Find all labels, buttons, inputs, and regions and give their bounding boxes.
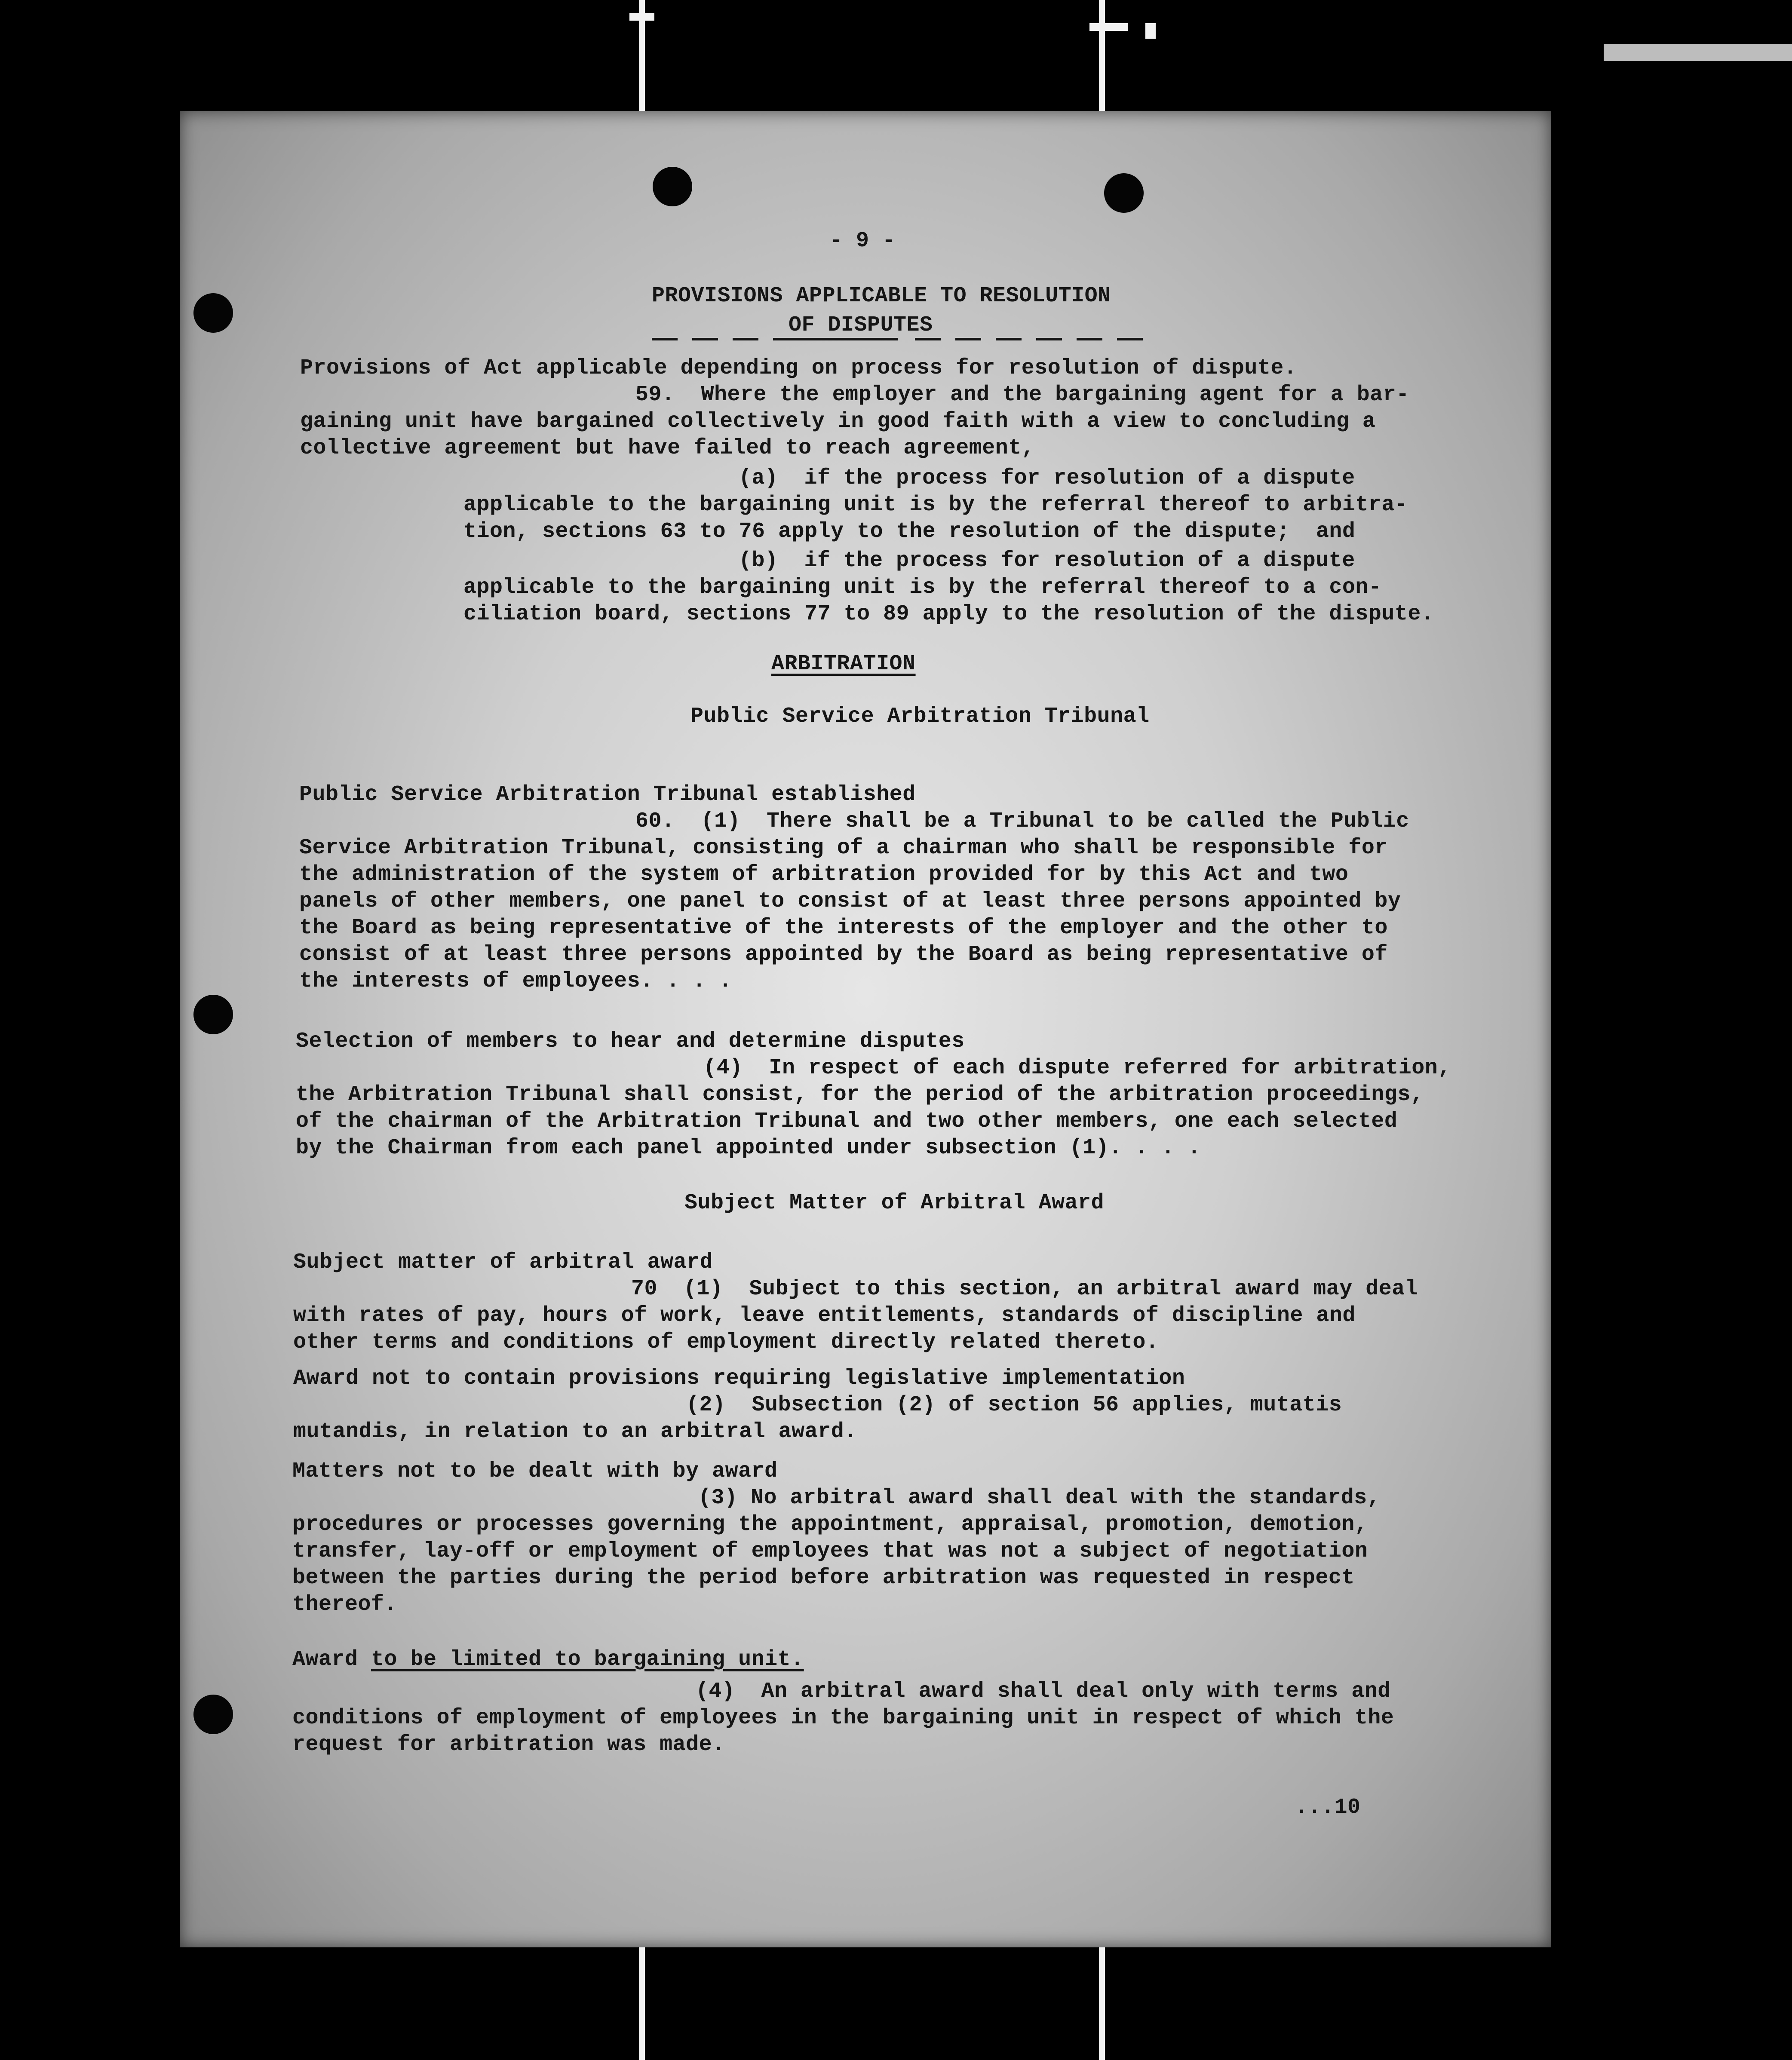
text-line: procedures or processes governing the appointment, appraisal, promotion, demotion,	[292, 1512, 1368, 1537]
text-line: conditions of employment of employees in the bargaining unit in respect of which the	[292, 1706, 1394, 1730]
text-line: (4) In respect of each dispute referred for arbitration,	[703, 1056, 1451, 1080]
film-line-right-top	[1099, 0, 1105, 111]
film-frame-corner	[1604, 44, 1792, 61]
section-59-marginal-note: Provisions of Act applicable depending on process for resolution of dispute.	[300, 356, 1297, 380]
text-line: the Arbitration Tribunal shall consist, for the period of the arbitration proceedings,	[296, 1082, 1424, 1107]
film-tick-right	[1089, 23, 1128, 31]
text-line: the administration of the system of arbitration provided for by this Act and two	[299, 862, 1349, 887]
text-line: thereof.	[292, 1592, 398, 1617]
document-page	[180, 111, 1551, 1947]
text-line: with rates of pay, hours of work, leave entitlements, standards of discipline and	[293, 1303, 1356, 1328]
text-line: applicable to the bargaining unit is by the referral thereof to arbitra-	[463, 493, 1408, 517]
section-70-2-marginal-note: Award not to contain provisions requiring legislative implementation	[293, 1366, 1185, 1391]
film-line-left-bottom	[639, 1947, 645, 2060]
text-line: the interests of employees. . . .	[299, 969, 732, 993]
text-line: by the Chairman from each panel appointed under subsection (1). . . .	[296, 1136, 1201, 1160]
continuation-marker: ...10	[1295, 1795, 1361, 1820]
text-line: Service Arbitration Tribunal, consisting of a chairman who shall be responsible for	[299, 836, 1388, 860]
arbitration-heading: ARBITRATION	[771, 652, 916, 676]
text-line: (b) if the process for resolution of a dispute	[739, 549, 1355, 573]
marginal-note-prefix: Award	[292, 1647, 371, 1672]
text-line: of the chairman of the Arbitration Tribunal and two other members, one each selected	[296, 1109, 1398, 1134]
text-line: applicable to the bargaining unit is by the referral thereof to a con-	[463, 575, 1382, 600]
text-line: ciliation board, sections 77 to 89 apply to the resolution of the dispute.	[463, 602, 1434, 626]
punch-hole-left-1	[193, 293, 233, 333]
film-line-right-bottom	[1099, 1947, 1105, 2060]
section-60-marginal-note: Public Service Arbitration Tribunal established	[299, 782, 916, 807]
text-line: gaining unit have bargained collectively in good faith with a view to concluding a	[300, 409, 1376, 434]
text-line: (4) An arbitral award shall deal only with terms and	[696, 1679, 1391, 1704]
film-tick-right-2	[1145, 23, 1156, 39]
text-line: transfer, lay-off or employment of employees that was not a subject of negotiation	[292, 1539, 1368, 1563]
text-line: the Board as being representative of the interests of the employer and the other to	[299, 916, 1388, 940]
text-line: between the parties during the period before arbitration was requested in respect	[292, 1566, 1355, 1590]
text-line: 60. (1) There shall be a Tribunal to be called the Public	[635, 809, 1409, 834]
text-line: 59. Where the employer and the bargaining agent for a bar-	[635, 383, 1409, 407]
page-number: - 9 -	[830, 229, 896, 253]
text-line: (3) No arbitral award shall deal with the standards,	[698, 1486, 1381, 1510]
tribunal-heading: Public Service Arbitration Tribunal	[690, 704, 1150, 729]
text-line: consist of at least three persons appointed by the Board as being representative of	[299, 942, 1388, 967]
text-line: (a) if the process for resolution of a dispute	[739, 466, 1355, 490]
film-tick-left	[629, 13, 654, 21]
text-line: tion, sections 63 to 76 apply to the resolution of the dispute; and	[463, 519, 1356, 544]
page-heading-line1: PROVISIONS APPLICABLE TO RESOLUTION	[652, 284, 1111, 308]
text-line: mutandis, in relation to an arbitral award.	[293, 1419, 857, 1444]
text-line: other terms and conditions of employment directly related thereto.	[293, 1330, 1159, 1355]
marginal-note-underlined: to be limited to bargaining unit.	[371, 1647, 804, 1672]
punch-hole-left-3	[193, 1695, 233, 1734]
section-70-4-marginal-note	[292, 1646, 804, 1673]
page-heading-line2: OF DISPUTES	[789, 313, 933, 337]
subject-matter-heading: Subject Matter of Arbitral Award	[684, 1191, 1105, 1215]
section-70-marginal-note: Subject matter of arbitral award	[293, 1250, 713, 1275]
punch-hole-left-2	[193, 995, 233, 1034]
punch-hole-top-left	[653, 167, 692, 206]
text-line: 70 (1) Subject to this section, an arbitral award may deal	[631, 1277, 1418, 1301]
section-60-4-marginal-note: Selection of members to hear and determine disputes	[296, 1029, 965, 1054]
section-70-3-marginal-note: Matters not to be dealt with by award	[292, 1459, 778, 1484]
text-line: request for arbitration was made.	[292, 1732, 725, 1757]
text-line: collective agreement but have failed to reach agreement,	[300, 436, 1035, 460]
punch-hole-top-right	[1104, 173, 1144, 213]
text-line: panels of other members, one panel to consist of at least three persons appointed by	[299, 889, 1401, 914]
text-line: (2) Subsection (2) of section 56 applies, mutatis	[686, 1393, 1342, 1417]
